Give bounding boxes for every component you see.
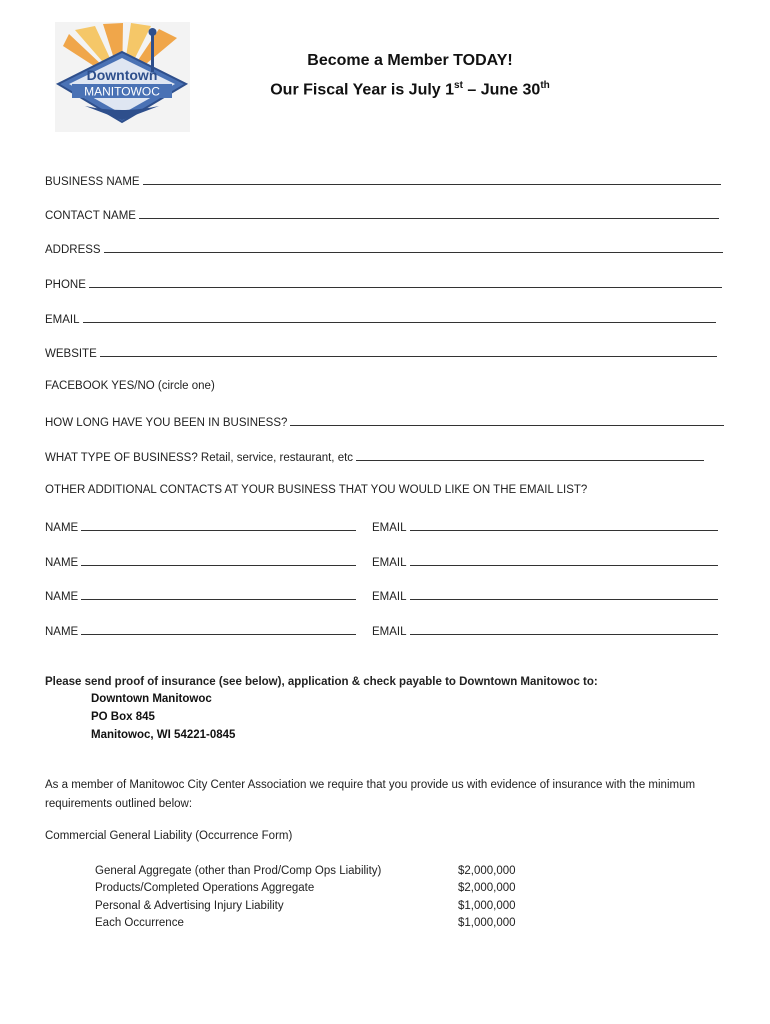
additional-contacts-heading: OTHER ADDITIONAL CONTACTS AT YOUR BUSINESS THAT YOU WOULD LIKE ON THE EMAIL LIST?	[45, 484, 588, 496]
insurance-heading: Commercial General Liability (Occurrence Form)	[45, 830, 293, 842]
business-type-field[interactable]: WHAT TYPE OF BUSINESS? Retail, service, restaurant, etc	[45, 449, 704, 464]
contact-row-email[interactable]: EMAIL	[372, 554, 718, 569]
email-field[interactable]: EMAIL	[45, 311, 716, 326]
mailing-address-line3: Manitowoc, WI 54221-0845	[91, 729, 236, 741]
contact-row[interactable]: NAME	[45, 623, 356, 638]
mailing-address-line2: PO Box 845	[91, 711, 155, 723]
insurance-row-label: Personal & Advertising Injury Liability	[95, 900, 284, 912]
insurance-row-label: General Aggregate (other than Prod/Comp Ops Liability)	[95, 865, 382, 877]
insurance-row-value: $2,000,000	[458, 865, 516, 877]
mailing-address-line1: Downtown Manitowoc	[91, 693, 212, 705]
insurance-row-label: Products/Completed Operations Aggregate	[95, 882, 315, 894]
logo-line1: Downtown	[86, 67, 158, 83]
contact-name-field[interactable]: CONTACT NAME	[45, 207, 719, 222]
contact-row-email[interactable]: EMAIL	[372, 623, 718, 638]
contact-row-email[interactable]: EMAIL	[372, 519, 718, 534]
insurance-row-value: $2,000,000	[458, 882, 516, 894]
contact-row-email[interactable]: EMAIL	[372, 588, 718, 603]
insurance-row-value: $1,000,000	[458, 917, 516, 929]
downtown-manitowoc-logo	[55, 22, 190, 132]
facebook-field: FACEBOOK YES/NO (circle one)	[45, 380, 215, 392]
fiscal-year-subtitle: Our Fiscal Year is July 1st – June 30th	[270, 80, 550, 99]
years-in-business-field[interactable]: HOW LONG HAVE YOU BEEN IN BUSINESS?	[45, 414, 724, 429]
phone-field[interactable]: PHONE	[45, 276, 722, 291]
logo-line2: MANITOWOC	[84, 84, 160, 99]
business-name-field[interactable]: BUSINESS NAME	[45, 173, 721, 188]
website-field[interactable]: WEBSITE	[45, 345, 717, 360]
contact-row[interactable]: NAME	[45, 588, 356, 603]
insurance-row-label: Each Occurrence	[95, 917, 184, 929]
page-title: Become a Member TODAY!	[307, 52, 513, 69]
contact-row[interactable]: NAME	[45, 554, 356, 569]
insurance-intro: As a member of Manitowoc City Center Association we require that you provide us with evidence of insurance with the minimum requirements outlined below:	[45, 779, 696, 810]
insurance-row-value: $1,000,000	[458, 900, 516, 912]
address-field[interactable]: ADDRESS	[45, 241, 723, 256]
contact-row[interactable]: NAME	[45, 519, 356, 534]
mailing-instruction: Please send proof of insurance (see below), application & check payable to Downtown Manitowoc to:	[45, 676, 598, 688]
